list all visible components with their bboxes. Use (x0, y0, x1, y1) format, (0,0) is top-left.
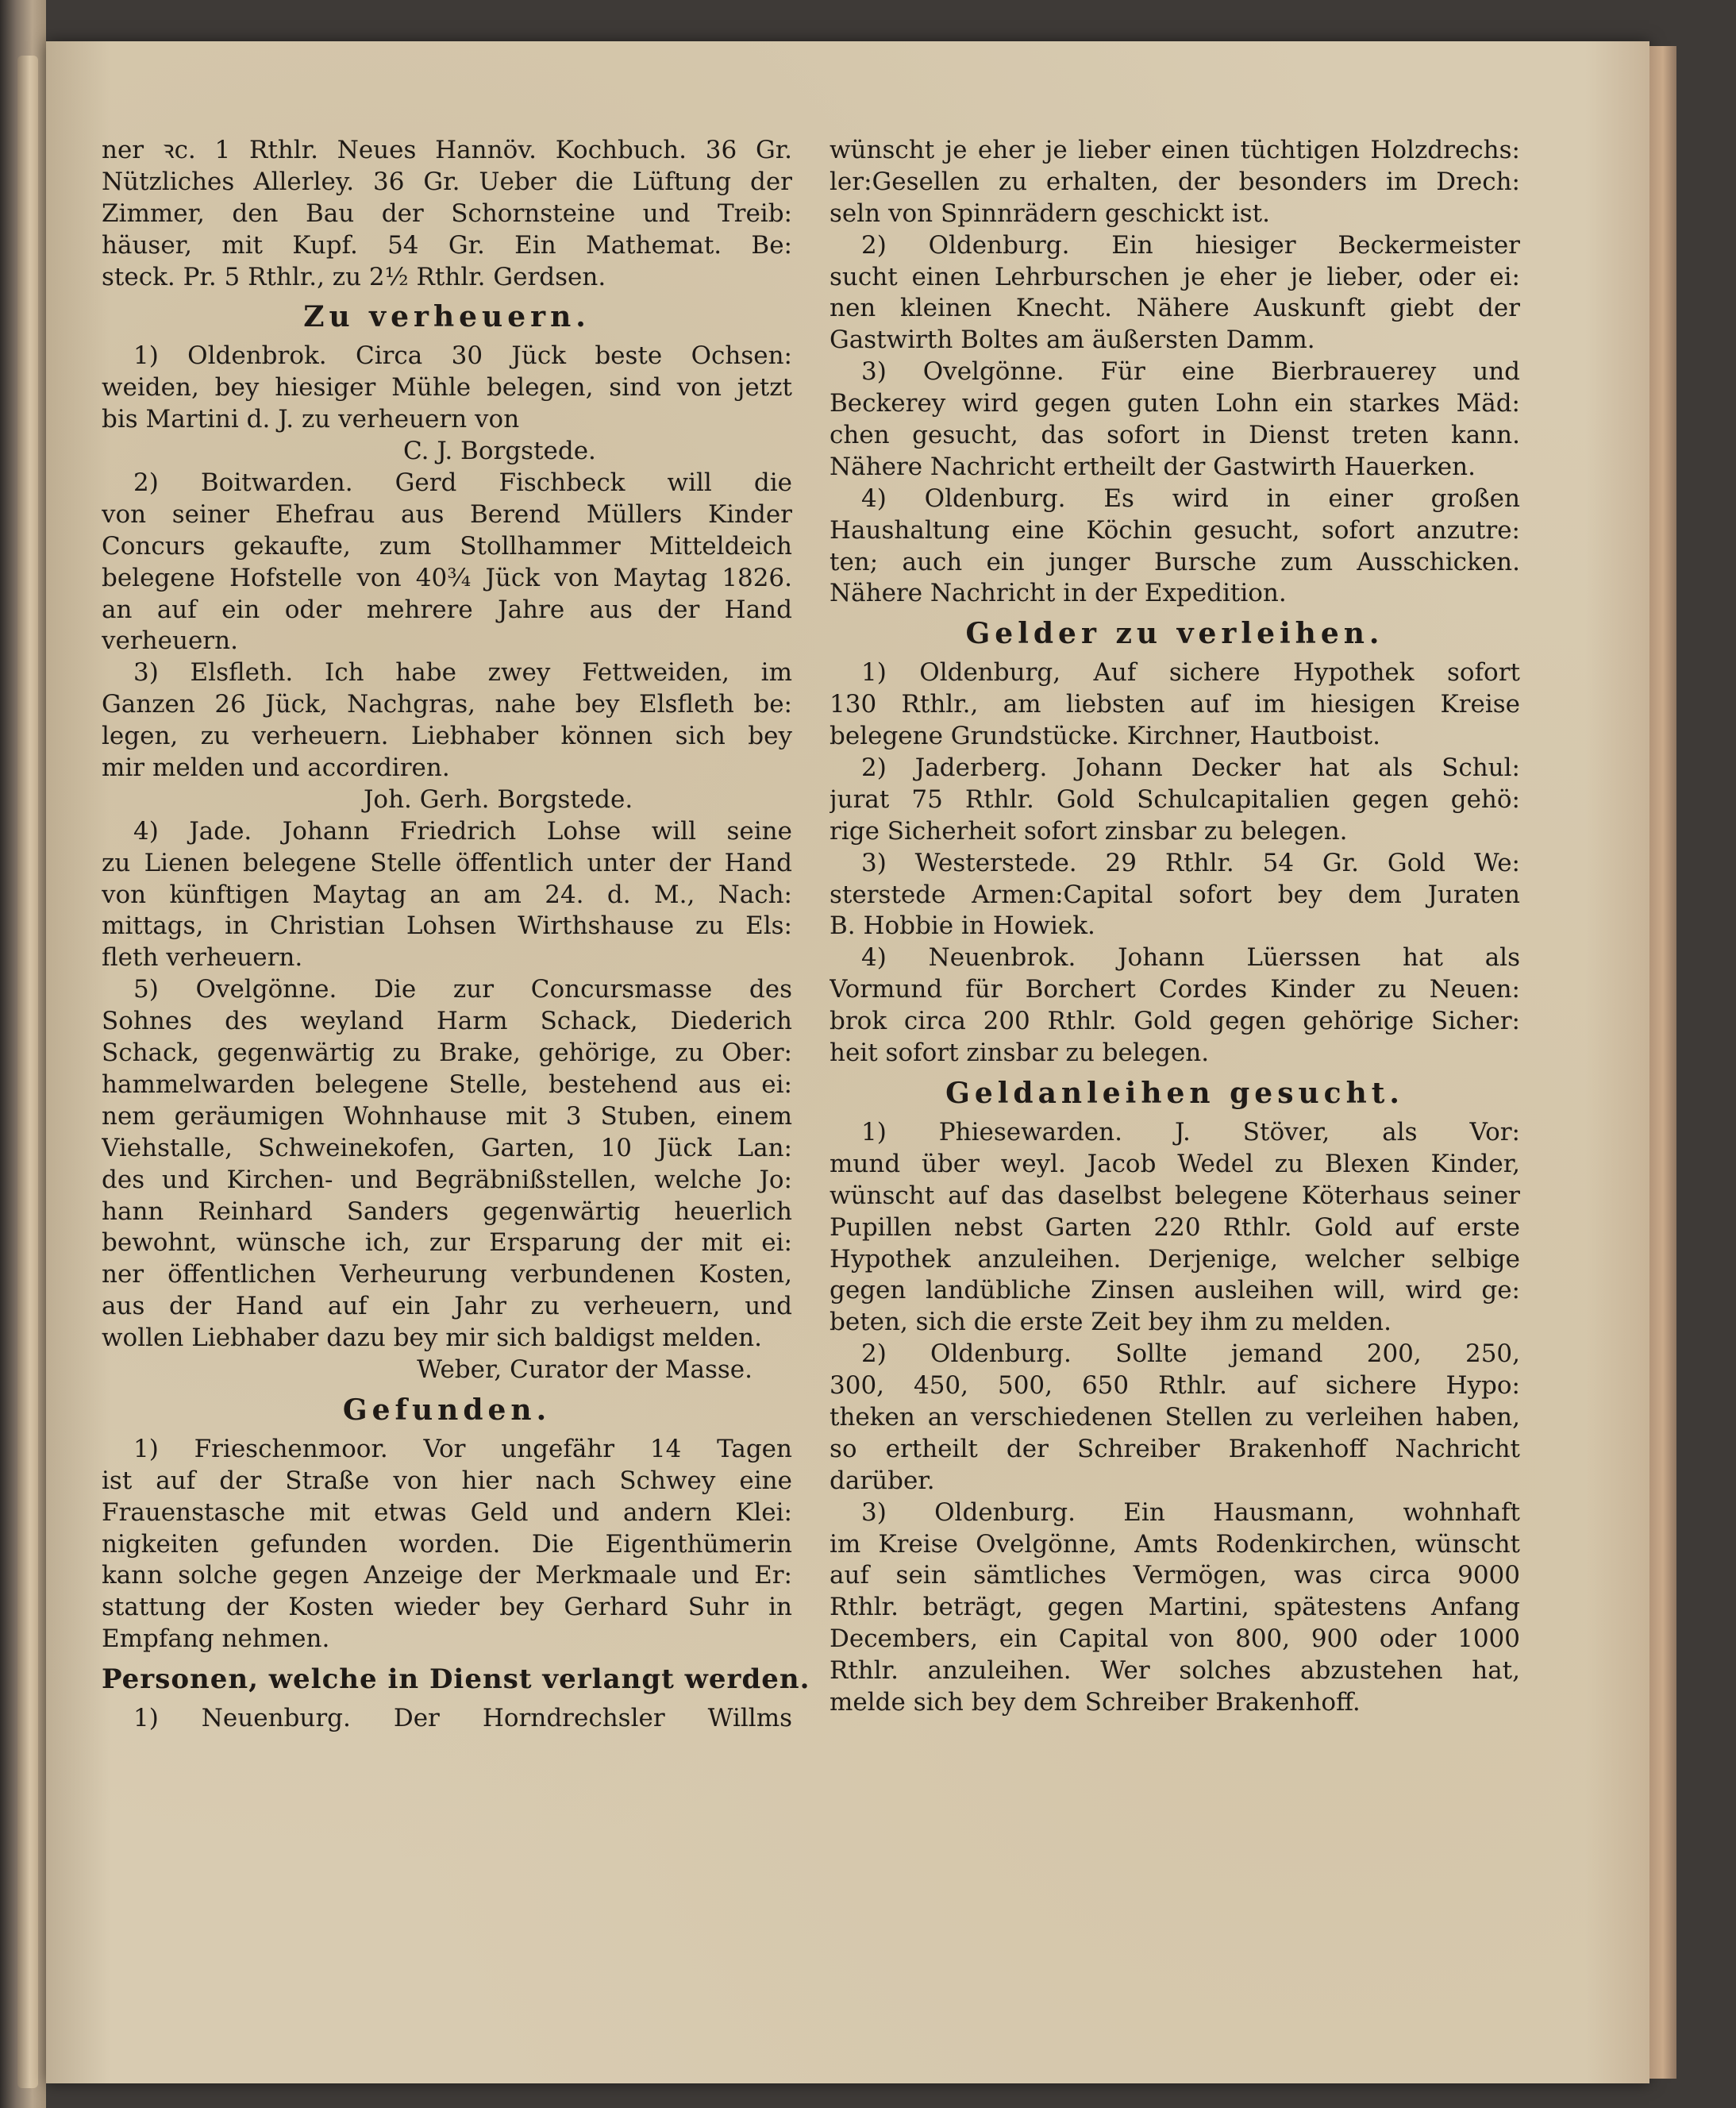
text-line: 4) Neuenbrok. Johann Lüerssen hat als (861, 943, 1520, 973)
text-line: Haushaltung eine Köchin gesucht, sofort anzutre: (830, 515, 1520, 545)
text-line: 3) Oldenburg. Ein Hausmann, wohnhaft (861, 1497, 1520, 1527)
text-line: Sohnes des weyland Harm Schack, Diederich (102, 1007, 792, 1036)
section-heading: Gelder zu verleihen. (965, 617, 1384, 651)
text-line: auf sein sämtliches Vermögen, was circa 9000 (830, 1561, 1520, 1590)
text-line: Pupillen nebst Garten 220 Rthlr. Gold auf erste (830, 1212, 1520, 1242)
text-line: sucht einen Lehrburschen je eher je lieber, oder ei: (830, 262, 1520, 291)
text-line: 3) Westerstede. 29 Rthlr. 54 Gr. Gold We: (861, 848, 1520, 877)
text-line: von künftigen Maytag an am 24. d. M., Nach: (102, 880, 792, 909)
text-line: steck. Pr. 5 Rthlr., zu 2½ Rthlr. Gerdsen. (102, 262, 606, 291)
text-line: mittags, in Christian Lohsen Wirthshause zu Els: (102, 911, 792, 941)
page-stack-edge (1649, 46, 1676, 2079)
text-line: häuser, mit Kupf. 54 Gr. Ein Mathemat. Be: (102, 230, 792, 260)
text-line: Rthlr. beträgt, gegen Martini, spätestens Anfang (830, 1593, 1520, 1622)
text-line: heit sofort zinsbar zu belegen. (830, 1039, 1210, 1068)
text-line: 1) Neuenburg. Der Horndrechsler Willms (133, 1704, 792, 1733)
text-line: hann Reinhard Sanders gegenwärtig heuerlich (102, 1197, 792, 1226)
text-line: verheuern. (102, 626, 238, 656)
text-line: Zimmer, den Bau der Schornsteine und Treib: (102, 198, 792, 228)
text-line: Hypothek anzuleihen. Derjenige, welcher selbige (830, 1244, 1520, 1274)
text-line: so ertheilt der Schreiber Brakenhoff Nachricht (830, 1434, 1520, 1463)
text-line: 2) Oldenburg. Sollte jemand 200, 250, (861, 1339, 1520, 1369)
text-line: Beckerey wird gegen guten Lohn ein starkes Mäd: (830, 389, 1520, 418)
text-line: B. Hobbie in Howiek. (830, 911, 1095, 941)
text-line: darüber. (830, 1466, 935, 1495)
right-column (830, 135, 1520, 1719)
previous-page-edge (17, 56, 38, 2088)
text-line: brok circa 200 Rthlr. Gold gegen gehörige Sicher: (830, 1007, 1520, 1036)
text-line: Nähere Nachricht ertheilt der Gastwirth Hauerken. (830, 452, 1476, 481)
text-line: gegen landübliche Zinsen ausleihen will, wird ge: (830, 1276, 1520, 1305)
text-line: seln von Spinnrädern geschickt ist. (830, 198, 1270, 228)
text-line: Viehstalle, Schweinekofen, Garten, 10 Jück Lan: (102, 1133, 792, 1162)
text-line: Vormund für Borchert Cordes Kinder zu Neuen: (830, 975, 1520, 1004)
text-line: 1) Oldenbrok. Circa 30 Jück beste Ochsen: (133, 341, 792, 371)
text-line: legen, zu verheuern. Liebhaber können sich bey (102, 722, 792, 751)
text-line: 2) Jaderberg. Johann Decker hat als Schul: (861, 753, 1520, 783)
text-line: 130 Rthlr., am liebsten auf im hiesigen Kreise (830, 690, 1520, 719)
text-line: stattung der Kosten wieder bey Gerhard Suhr in (102, 1593, 792, 1622)
text-line: mund über weyl. Jacob Wedel zu Blexen Kinder, (830, 1149, 1520, 1178)
section-heading: Geldanleihen gesucht. (945, 1076, 1404, 1110)
text-line: theken an verschiedenen Stellen zu verleihen haben, (830, 1402, 1520, 1432)
text-line: des und Kirchen- und Begräbnißstellen, welche Jo: (102, 1165, 792, 1194)
text-line: belegene Hofstelle von 40¾ Jück von Maytag 1826. (102, 563, 792, 592)
section-heading: Gefunden. (342, 1393, 552, 1427)
text-line: an auf ein oder mehrere Jahre aus der Hand (102, 595, 792, 624)
signature-line: C. J. Borgstede. (403, 437, 596, 466)
signature-line: Weber, Curator der Masse. (417, 1355, 753, 1384)
text-line: zu Lienen belegene Stelle öffentlich unter der Hand (102, 848, 792, 877)
text-line: 300, 450, 500, 650 Rthlr. auf sichere Hypo: (830, 1371, 1520, 1401)
text-line: 2) Boitwarden. Gerd Fischbeck will die (133, 468, 792, 498)
text-line: beten, sich die erste Zeit bey ihm zu melden. (830, 1308, 1391, 1337)
text-line: 4) Oldenburg. Es wird in einer großen (861, 484, 1520, 513)
text-line: wünscht auf das daselbst belegene Köterhaus seiner (830, 1181, 1520, 1210)
text-line: Nützliches Allerley. 36 Gr. Ueber die Lüftung der (102, 167, 792, 196)
text-line: rige Sicherheit sofort zinsbar zu belegen. (830, 816, 1348, 846)
text-line: nigkeiten gefunden worden. Die Eigenthümerin (102, 1529, 792, 1559)
text-line: Concurs gekaufte, zum Stollhammer Mitteldeich (102, 531, 792, 561)
text-line: Nähere Nachricht in der Expedition. (830, 579, 1287, 608)
text-line: bis Martini d. J. zu verheuern von (102, 405, 520, 434)
text-line: im Kreise Ovelgönne, Amts Rodenkirchen, wünscht (830, 1529, 1520, 1559)
text-line: bewohnt, wünsche ich, zur Ersparung der mit ei: (102, 1228, 792, 1258)
text-line: ner ꝛc. 1 Rthlr. Neues Hannöv. Kochbuch. 36 Gr. (102, 136, 792, 164)
text-line: 4) Jade. Johann Friedrich Lohse will seine (133, 816, 792, 846)
text-line: 5) Ovelgönne. Die zur Concursmasse des (133, 975, 792, 1004)
text-line: Frauenstasche mit etwas Geld und andern Klei: (102, 1497, 792, 1527)
text-line: Rthlr. anzuleihen. Wer solches abzustehen hat, (830, 1656, 1520, 1686)
text-line: 1) Oldenburg, Auf sichere Hypothek sofort (861, 658, 1520, 688)
text-line: 1) Phiesewarden. J. Stöver, als Vor: (861, 1117, 1520, 1146)
text-line: chen gesucht, das sofort in Dienst treten kann. (830, 421, 1520, 450)
text-line: wünscht je eher je lieber einen tüchtigen Holzdrechs: (830, 136, 1520, 164)
text-line: Ganzen 26 Jück, Nachgras, nahe bey Elsfleth be: (102, 690, 792, 719)
text-line: 3) Elsfleth. Ich habe zwey Fettweiden, im (133, 658, 792, 688)
text-line: wollen Liebhaber dazu bey mir sich baldigst melden. (102, 1324, 762, 1353)
text-line: ten; auch ein junger Bursche zum Ausschicken. (830, 547, 1520, 576)
text-line: Gastwirth Boltes am äußersten Damm. (830, 326, 1315, 355)
section-heading: Zu verheuern. (303, 300, 591, 334)
text-line: weiden, bey hiesiger Mühle belegen, sind von jetzt (102, 373, 792, 403)
signature-line: Joh. Gerh. Borgstede. (364, 784, 633, 814)
text-line: hammelwarden belegene Stelle, bestehend aus ei: (102, 1069, 792, 1099)
text-line: aus der Hand auf ein Jahr zu verheuern, und (102, 1292, 792, 1321)
section-heading: Personen, welche in Dienst verlangt werden. (102, 1663, 810, 1696)
text-line: ner öffentlichen Verheurung verbundenen Kosten, (102, 1260, 792, 1289)
text-line: nen kleinen Knecht. Nähere Auskunft giebt der (830, 294, 1520, 323)
text-line: Empfang nehmen. (102, 1624, 330, 1654)
text-line: Schack, gegenwärtig zu Brake, gehörige, zu Ober: (102, 1039, 792, 1068)
text-line: jurat 75 Rthlr. Gold Schulcapitalien gegen gehö: (830, 784, 1520, 814)
text-line: Decembers, ein Capital von 800, 900 oder 1000 (830, 1624, 1520, 1654)
left-column (102, 135, 810, 1735)
text-line: ist auf der Straße von hier nach Schwey eine (102, 1466, 792, 1495)
text-line: kann solche gegen Anzeige der Merkmaale und Er: (102, 1561, 792, 1590)
text-line: 1) Frieschenmoor. Vor ungefähr 14 Tagen (133, 1434, 792, 1463)
text-line: 2) Oldenburg. Ein hiesiger Beckermeister (861, 230, 1520, 260)
text-line: ler:Gesellen zu erhalten, der besonders im Drech: (830, 167, 1520, 196)
text-line: mir melden und accordiren. (102, 753, 450, 783)
text-line: fleth verheuern. (102, 943, 303, 973)
text-line: von seiner Ehefrau aus Berend Müllers Kinder (102, 499, 792, 529)
text-line: 3) Ovelgönne. Für eine Bierbrauerey und (861, 357, 1520, 387)
text-line: nem geräumigen Wohnhause mit 3 Stuben, einem (102, 1101, 792, 1131)
text-line: belegene Grundstücke. Kirchner, Hautboist. (830, 722, 1380, 751)
text-line: sterstede Armen:Capital sofort bey dem Juraten (830, 880, 1520, 909)
text-line: melde sich bey dem Schreiber Brakenhoff. (830, 1687, 1361, 1717)
